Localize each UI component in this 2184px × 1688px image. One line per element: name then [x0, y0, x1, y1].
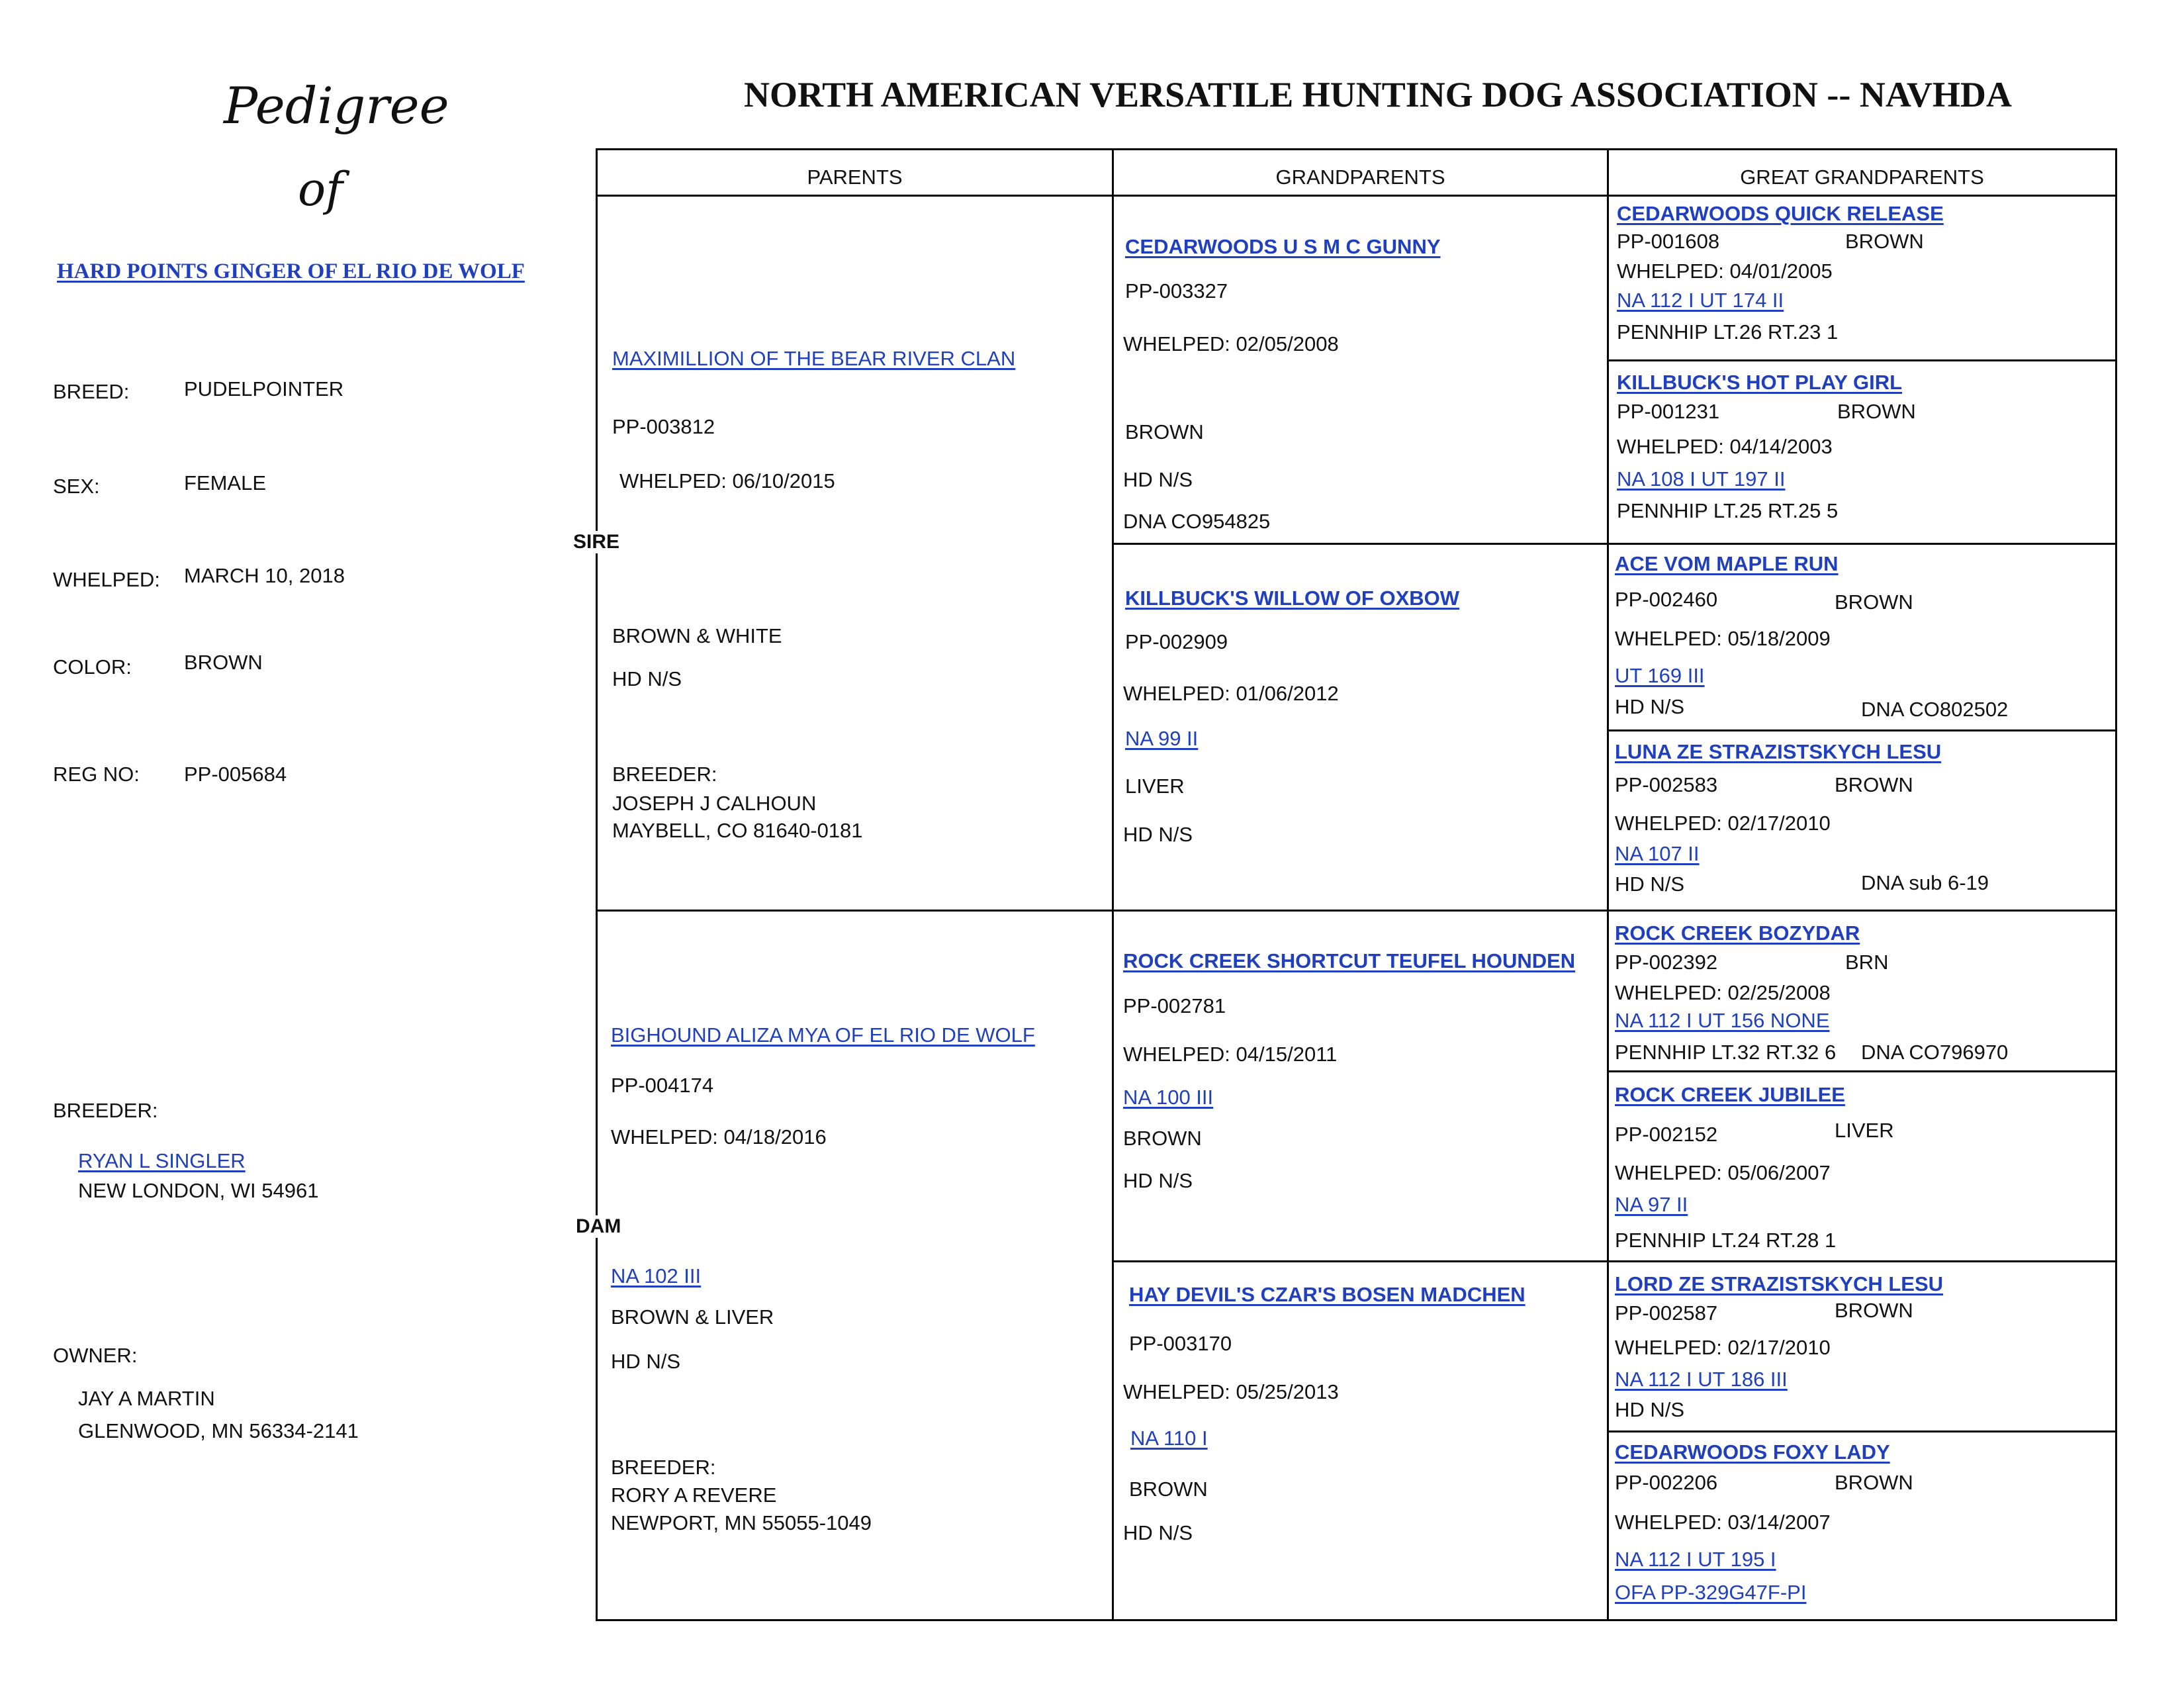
ggp5-whelped: WHELPED: 02/25/2008 — [1615, 981, 1831, 1004]
ggp2-name-link[interactable]: KILLBUCK'S HOT PLAY GIRL — [1617, 371, 1903, 394]
gp-ds-color: BROWN — [1123, 1127, 1202, 1150]
grid-ggp-line-3 — [1608, 1070, 2116, 1072]
ggp5-reg: PP-002392 — [1615, 951, 1718, 974]
ggp1-name-link[interactable]: CEDARWOODS QUICK RELEASE — [1617, 202, 1944, 225]
dam-whelped: WHELPED: 04/18/2016 — [611, 1125, 827, 1149]
dam-name-link[interactable]: BIGHOUND ALIZA MYA OF EL RIO DE WOLF — [611, 1023, 1035, 1047]
color-value: BROWN — [184, 651, 263, 674]
ggp3-dna: DNA CO802502 — [1861, 698, 2009, 721]
ggp2-test-link[interactable]: NA 108 I UT 197 II — [1617, 467, 1786, 491]
gp-dd-reg: PP-003170 — [1129, 1332, 1232, 1355]
breed-value: PUDELPOINTER — [184, 377, 344, 400]
ggp2-color: BROWN — [1837, 400, 1916, 423]
breeder-label: BREEDER: — [53, 1099, 158, 1122]
grid-gp-line-2 — [1113, 1260, 2116, 1262]
dam-label: DAM — [573, 1215, 623, 1238]
ggp3-whelped: WHELPED: 05/18/2009 — [1615, 627, 1831, 650]
ggp6-reg: PP-002152 — [1615, 1123, 1718, 1146]
owner-label: OWNER: — [53, 1344, 138, 1367]
ggp4-whelped: WHELPED: 02/17/2010 — [1615, 812, 1831, 835]
ggp4-test-link[interactable]: NA 107 II — [1615, 842, 1700, 865]
ggp5-dna: DNA CO796970 — [1861, 1041, 2009, 1064]
ggp6-name-link[interactable]: ROCK CREEK JUBILEE — [1615, 1083, 1845, 1106]
ggp6-whelped: WHELPED: 05/06/2007 — [1615, 1161, 1831, 1184]
ggp2-reg: PP-001231 — [1617, 400, 1720, 423]
gp-sd-hd: HD N/S — [1123, 823, 1193, 846]
ggp3-color: BROWN — [1835, 590, 1913, 614]
ggp4-dna: DNA sub 6-19 — [1861, 871, 1989, 894]
ggp2-whelped: WHELPED: 04/14/2003 — [1617, 435, 1833, 458]
dog-name-link[interactable]: HARD POINTS GINGER OF EL RIO DE WOLF — [57, 259, 525, 283]
gp-ss-reg: PP-003327 — [1125, 279, 1228, 303]
sex-label: SEX: — [53, 475, 100, 498]
grid-ggp-line-1 — [1608, 359, 2116, 361]
gp-sd-test-link[interactable]: NA 99 II — [1125, 727, 1199, 750]
ggp8-test-link[interactable]: NA 112 I UT 195 I — [1615, 1548, 1776, 1571]
dam-breeder-label: BREEDER: — [611, 1456, 716, 1479]
grid-gp-line-1 — [1113, 543, 2116, 545]
column-header-grandparents: GRANDPARENTS — [1275, 165, 1445, 189]
grid-header-line — [596, 195, 2116, 197]
ggp3-hd: HD N/S — [1615, 695, 1685, 718]
ggp7-color: BROWN — [1835, 1299, 1913, 1322]
grid-right-line — [2115, 148, 2117, 1621]
breeder-name-link[interactable]: RYAN L SINGLER — [78, 1149, 246, 1172]
ggp3-name-link[interactable]: ACE VOM MAPLE RUN — [1615, 552, 1839, 575]
grid-col-line-1 — [1112, 148, 1114, 1621]
sire-name-link[interactable]: MAXIMILLION OF THE BEAR RIVER CLAN — [612, 347, 1016, 370]
gp-ss-color: BROWN — [1125, 420, 1204, 444]
gp-ss-dna: DNA CO954825 — [1123, 510, 1271, 533]
ggp2-pennhip: PENNHIP LT.25 RT.25 5 — [1617, 499, 1839, 522]
ggp7-test-link[interactable]: NA 112 I UT 186 III — [1615, 1368, 1788, 1391]
column-header-great-grandparents: GREAT GRANDPARENTS — [1740, 165, 1984, 189]
dam-reg: PP-004174 — [611, 1074, 714, 1097]
grid-ggp-line-2 — [1608, 729, 2116, 731]
ggp4-reg: PP-002583 — [1615, 773, 1718, 796]
ggp7-hd: HD N/S — [1615, 1398, 1685, 1421]
gp-dd-whelped: WHELPED: 05/25/2013 — [1123, 1380, 1339, 1403]
color-label: COLOR: — [53, 655, 132, 679]
ggp5-color: BRN — [1845, 951, 1889, 974]
dam-breeder-name: RORY A REVERE — [611, 1483, 777, 1507]
gp-sd-whelped: WHELPED: 01/06/2012 — [1123, 682, 1339, 705]
grid-left-line-top — [596, 148, 598, 910]
whelped-value: MARCH 10, 2018 — [184, 564, 345, 587]
ggp5-test-link[interactable]: NA 112 I UT 156 NONE — [1615, 1009, 1830, 1032]
whelped-label: WHELPED: — [53, 568, 160, 591]
ggp8-reg: PP-002206 — [1615, 1471, 1718, 1494]
gp-ds-whelped: WHELPED: 04/15/2011 — [1123, 1043, 1338, 1066]
gp-dd-hd: HD N/S — [1123, 1521, 1193, 1544]
association-title: NORTH AMERICAN VERSATILE HUNTING DOG ASSOCIATION -- NAVHDA — [744, 75, 2012, 115]
ggp1-color: BROWN — [1845, 230, 1924, 253]
gp-ss-whelped: WHELPED: 02/05/2008 — [1123, 332, 1339, 355]
gp-ds-reg: PP-002781 — [1123, 994, 1226, 1017]
gp-dd-color: BROWN — [1129, 1477, 1208, 1501]
column-header-parents: PARENTS — [807, 165, 903, 189]
ggp4-hd: HD N/S — [1615, 872, 1685, 896]
gp-ds-hd: HD N/S — [1123, 1169, 1193, 1192]
gp-ss-hd: HD N/S — [1123, 468, 1193, 491]
grid-bottom-line — [596, 1619, 2116, 1621]
reg-label: REG NO: — [53, 763, 140, 786]
grid-left-line-bottom — [596, 910, 598, 1621]
ggp6-color: LIVER — [1835, 1119, 1894, 1142]
dam-hd: HD N/S — [611, 1350, 681, 1373]
ggp5-name-link[interactable]: ROCK CREEK BOZYDAR — [1615, 921, 1860, 945]
sire-breeder-label: BREEDER: — [612, 763, 717, 786]
ggp8-ofa-link[interactable]: OFA PP-329G47F-PI — [1615, 1581, 1807, 1604]
ggp4-color: BROWN — [1835, 773, 1913, 796]
dam-breeder-address: NEWPORT, MN 55055-1049 — [611, 1511, 872, 1534]
grid-ggp-line-4 — [1608, 1430, 2116, 1432]
sire-breeder-address: MAYBELL, CO 81640-0181 — [612, 819, 863, 842]
ggp7-whelped: WHELPED: 02/17/2010 — [1615, 1336, 1831, 1359]
ggp1-pennhip: PENNHIP LT.26 RT.23 1 — [1617, 320, 1839, 344]
sire-hd: HD N/S — [612, 667, 682, 690]
ggp1-test-link[interactable]: NA 112 I UT 174 II — [1617, 289, 1784, 312]
dam-test-link[interactable]: NA 102 III — [611, 1264, 702, 1288]
gp-sd-color: LIVER — [1125, 774, 1185, 798]
owner-address: GLENWOOD, MN 56334-2141 — [78, 1419, 359, 1442]
ggp3-test-link[interactable]: UT 169 III — [1615, 664, 1705, 687]
ggp8-color: BROWN — [1835, 1471, 1913, 1494]
sire-label: SIRE — [570, 531, 622, 553]
gp-sd-name-link[interactable]: KILLBUCK'S WILLOW OF OXBOW — [1125, 586, 1460, 610]
ggp4-name-link[interactable]: LUNA ZE STRAZISTSKYCH LESU — [1615, 740, 1942, 763]
gp-ss-name-link[interactable]: CEDARWOODS U S M C GUNNY — [1125, 235, 1441, 258]
reg-value: PP-005684 — [184, 763, 287, 786]
ggp7-reg: PP-002587 — [1615, 1301, 1718, 1325]
gp-ds-test-link[interactable]: NA 100 III — [1123, 1086, 1214, 1109]
gp-dd-name-link[interactable]: HAY DEVIL'S CZAR'S BOSEN MADCHEN — [1129, 1283, 1525, 1306]
ggp5-pennhip: PENNHIP LT.32 RT.32 6 — [1615, 1041, 1837, 1064]
pedigree-heading: Pedigree — [224, 76, 449, 135]
sire-reg: PP-003812 — [612, 415, 715, 438]
ggp8-whelped: WHELPED: 03/14/2007 — [1615, 1511, 1831, 1534]
sire-breeder-name: JOSEPH J CALHOUN — [612, 792, 817, 815]
grid-mid-line — [596, 910, 2116, 912]
breed-label: BREED: — [53, 380, 130, 403]
ggp7-name-link[interactable]: LORD ZE STRAZISTSKYCH LESU — [1615, 1272, 1944, 1295]
ggp8-name-link[interactable]: CEDARWOODS FOXY LADY — [1615, 1440, 1890, 1464]
of-heading: of — [298, 162, 343, 216]
sire-color: BROWN & WHITE — [612, 624, 782, 647]
sire-whelped: WHELPED: 06/10/2015 — [619, 469, 835, 492]
ggp6-pennhip: PENNHIP LT.24 RT.28 1 — [1615, 1229, 1837, 1252]
owner-name: JAY A MARTIN — [78, 1387, 215, 1410]
dam-color: BROWN & LIVER — [611, 1305, 774, 1329]
gp-dd-test-link[interactable]: NA 110 I — [1130, 1427, 1208, 1450]
ggp3-reg: PP-002460 — [1615, 588, 1718, 611]
ggp1-whelped: WHELPED: 04/01/2005 — [1617, 259, 1833, 283]
gp-ds-name-link[interactable]: ROCK CREEK SHORTCUT TEUFEL HOUNDEN — [1123, 949, 1576, 972]
gp-sd-reg: PP-002909 — [1125, 630, 1228, 653]
breeder-address: NEW LONDON, WI 54961 — [78, 1179, 319, 1202]
sex-value: FEMALE — [184, 471, 267, 494]
grid-top-line — [596, 148, 2116, 150]
grid-col-line-2 — [1607, 148, 1609, 1621]
ggp6-test-link[interactable]: NA 97 II — [1615, 1193, 1688, 1216]
ggp1-reg: PP-001608 — [1617, 230, 1720, 253]
